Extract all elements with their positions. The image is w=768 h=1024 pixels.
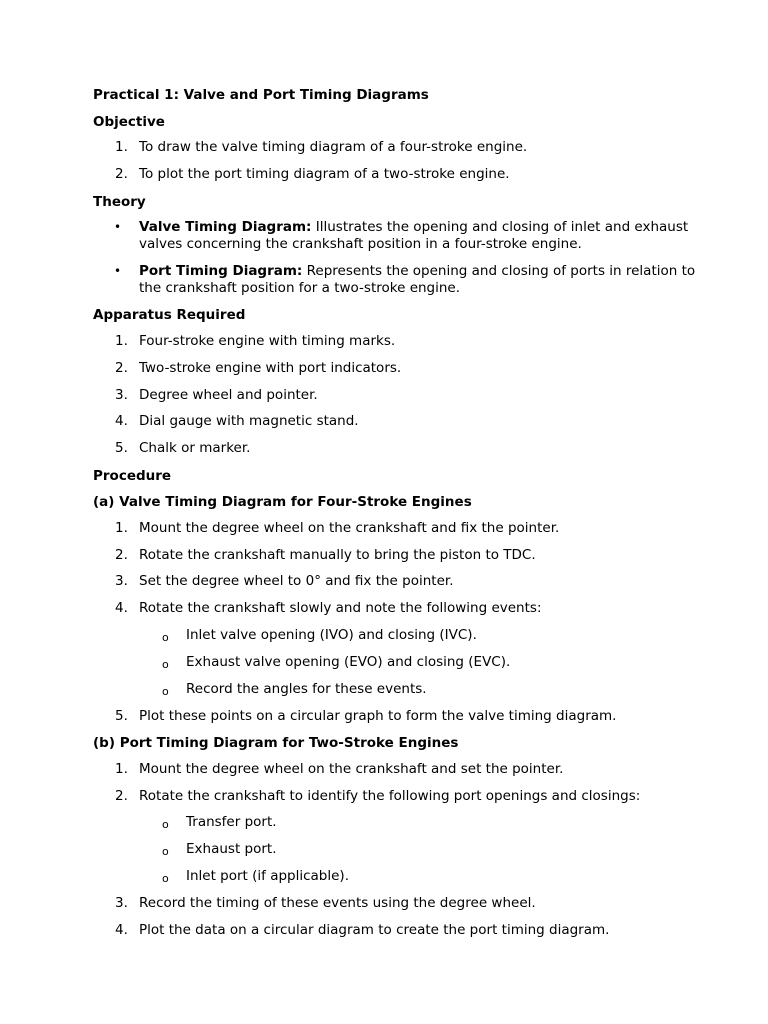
procedure-a-item <box>93 600 693 627</box>
theory-heading: Theory <box>93 193 146 210</box>
list-item-text: Rotate the crankshaft to identify the following port openings and closings: <box>139 787 641 804</box>
list-number: 5. <box>115 439 128 456</box>
circle-bullet-icon: o <box>162 630 169 644</box>
procedure-b-subitem <box>93 868 693 895</box>
apparatus-heading: Apparatus Required <box>93 307 246 324</box>
procedure-b-item <box>93 922 693 949</box>
subitem-text: Transfer port. <box>186 814 277 831</box>
procedure-a-subitem <box>93 654 693 681</box>
procedure-a-item <box>93 520 693 547</box>
list-number: 4. <box>115 600 128 616</box>
list-number: 5. <box>115 707 128 724</box>
objective-item <box>93 139 693 166</box>
list-item-text: Mount the degree wheel on the crankshaft and set the pointer. <box>139 761 564 778</box>
subitem-text: Exhaust valve opening (EVO) and closing (EVC). <box>186 653 511 670</box>
list-number: 4. <box>115 413 128 430</box>
list-number: 1. <box>115 519 128 536</box>
list-number: 3. <box>115 386 128 403</box>
theory-description: Represents the opening and closing of ports in relation to the crankshaft position for a two-stroke engine. <box>139 262 696 296</box>
list-item-text: Plot these points on a circular graph to form the valve timing diagram. <box>139 707 617 724</box>
apparatus-item <box>93 413 693 440</box>
list-item-text: Rotate the crankshaft manually to bring the piston to TDC. <box>139 546 536 563</box>
list-number: 2. <box>115 359 128 376</box>
theory-item-text <box>139 219 699 253</box>
subitem-text: Exhaust port. <box>186 841 277 858</box>
theory-description: Illustrates the opening and closing of inlet and exhaust valves concerning the crankshaft position in a four-stroke engine. <box>139 219 689 253</box>
list-number: 3. <box>115 895 128 912</box>
list-item-text: Degree wheel and pointer. <box>139 386 318 403</box>
procedure-a-subitem <box>93 627 693 654</box>
procedure-a-item <box>93 708 693 735</box>
subitem-text: Inlet port (if applicable). <box>186 868 349 885</box>
apparatus-item <box>93 387 693 414</box>
list-number: 2. <box>115 166 128 183</box>
list-number: 3. <box>115 573 128 590</box>
list-number: 4. <box>115 922 128 939</box>
theory-term: Port Timing Diagram: <box>139 262 303 279</box>
theory-item <box>93 262 696 307</box>
theory-item <box>93 219 693 263</box>
procedure-b-subitem <box>93 841 693 868</box>
apparatus-item <box>93 440 693 467</box>
document-title: Practical 1: Valve and Port Timing Diagrams <box>93 87 429 103</box>
list-item-text: Rotate the crankshaft slowly and note the following events: <box>139 600 542 616</box>
list-item-text: Chalk or marker. <box>139 439 251 456</box>
list-item-text: To plot the port timing diagram of a two-stroke engine. <box>139 166 510 183</box>
document-page <box>93 86 696 949</box>
list-item-text: Dial gauge with magnetic stand. <box>139 413 359 430</box>
list-item-text: Mount the degree wheel on the crankshaft and fix the pointer. <box>139 519 560 536</box>
circle-bullet-icon: o <box>162 845 169 859</box>
circle-bullet-icon: o <box>162 818 169 832</box>
circle-bullet-icon: o <box>162 684 169 698</box>
procedure-b-heading: (b) Port Timing Diagram for Two-Stroke Engines <box>93 735 459 752</box>
procedure-b-item <box>93 895 693 922</box>
objective-heading: Objective <box>93 113 165 130</box>
bullet-icon: • <box>114 220 122 235</box>
list-item-text: Record the timing of these events using the degree wheel. <box>139 895 536 912</box>
subitem-text: Inlet valve opening (IVO) and closing (IVC). <box>186 626 477 643</box>
subitem-text: Record the angles for these events. <box>186 680 427 697</box>
list-item-text: Plot the data on a circular diagram to create the port timing diagram. <box>139 922 610 939</box>
list-number: 1. <box>115 139 128 156</box>
procedure-a-heading: (a) Valve Timing Diagram for Four-Stroke Engines <box>93 494 472 511</box>
apparatus-item <box>93 360 693 387</box>
apparatus-item <box>93 333 693 360</box>
theory-item-text <box>139 263 699 297</box>
theory-term: Valve Timing Diagram: <box>139 219 312 236</box>
procedure-a-item <box>93 547 693 574</box>
list-item-text: Set the degree wheel to 0° and fix the pointer. <box>139 573 454 590</box>
bullet-icon: • <box>114 263 122 278</box>
procedure-b-subitem <box>93 814 693 841</box>
procedure-b-item <box>93 788 693 815</box>
list-number: 2. <box>115 787 128 804</box>
list-number: 1. <box>115 333 128 350</box>
circle-bullet-icon: o <box>162 657 169 671</box>
procedure-a-subitem <box>93 681 693 708</box>
list-number: 2. <box>115 546 128 563</box>
list-number: 1. <box>115 761 128 778</box>
list-item-text: Two-stroke engine with port indicators. <box>139 359 402 376</box>
procedure-heading: Procedure <box>93 467 172 484</box>
procedure-a-item <box>93 573 693 600</box>
objective-item <box>93 166 693 193</box>
list-item-text: Four-stroke engine with timing marks. <box>139 333 396 350</box>
circle-bullet-icon: o <box>162 872 169 886</box>
list-item-text: To draw the valve timing diagram of a four-stroke engine. <box>139 139 528 156</box>
procedure-b-item <box>93 761 693 788</box>
